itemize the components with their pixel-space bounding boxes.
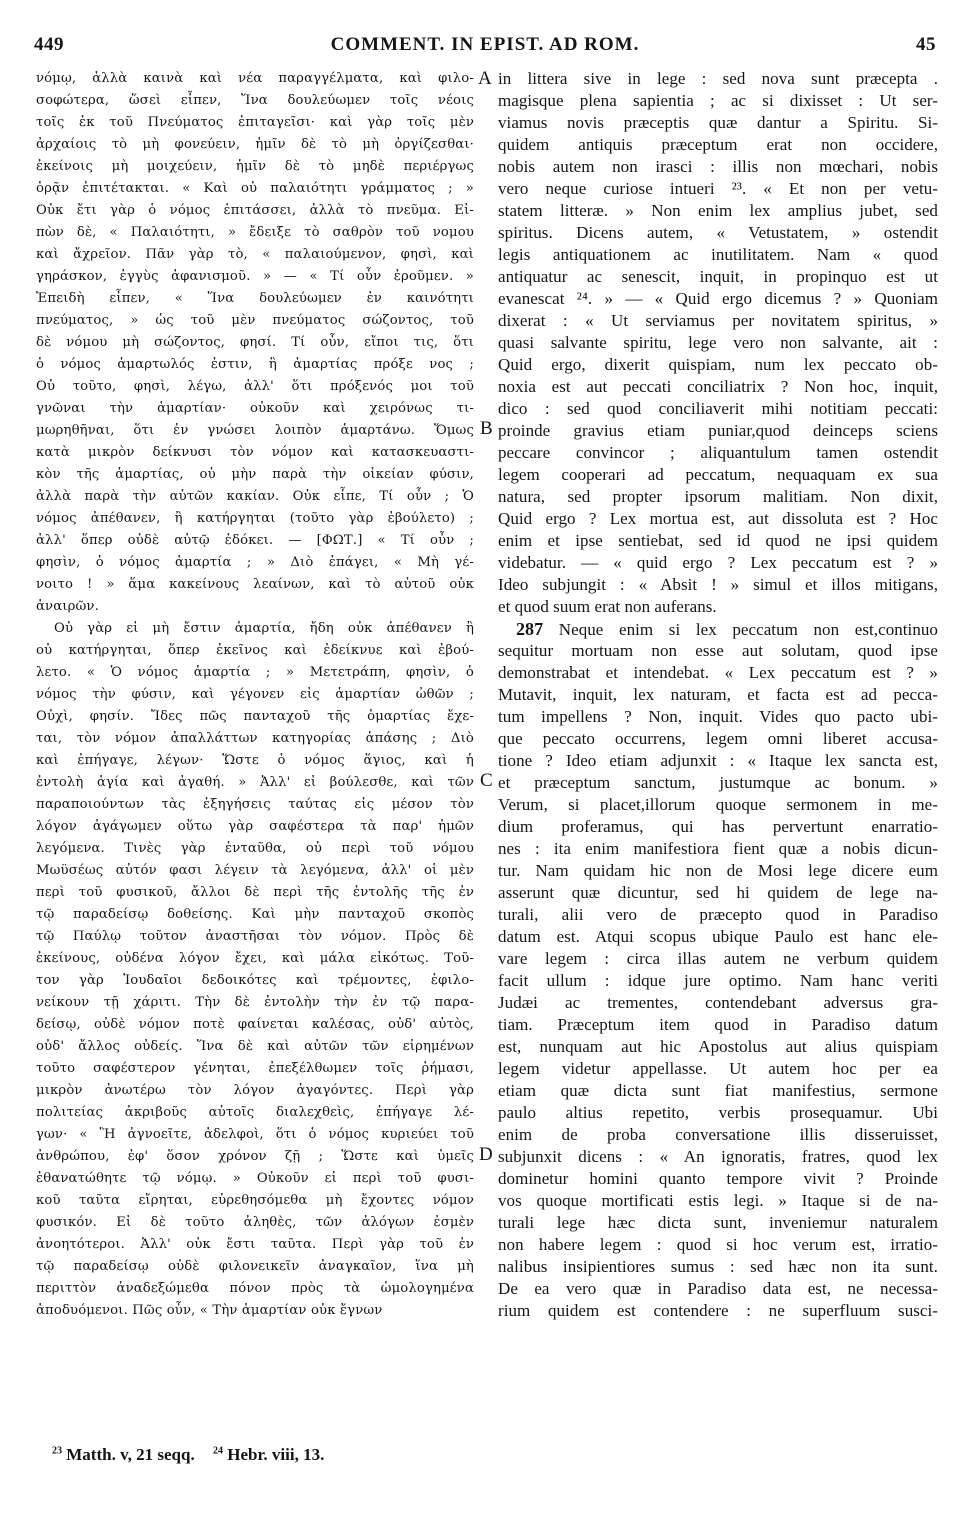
text-line: tur. Nam quidam hic non de Mosi lege dicere eum [498, 861, 938, 880]
text-line: enim de proba conversatione illis disseruisset, [498, 1125, 938, 1144]
text-line [498, 618, 938, 640]
text-line: μικρὸν ἀνωτέρω τὸν λόγον ἀγαγόντες. Περὶ γὰρ [36, 1083, 474, 1098]
text-line: turali lege hæc dicta sunt, inveniemur naturalem [498, 1213, 938, 1232]
text-line: tione ? Ideo etiam adjunxit : « Itaque lex sancta est, [498, 751, 938, 770]
text-line: ἀλλὰ παρὰ τὴν αὐτῶν κακίαν. Οὐκ εἶπε, Τί οὖν ; Ὁ [36, 489, 474, 504]
text-line: videbatur. — « quid ergo ? Lex peccatum est ? » [498, 553, 938, 572]
text-line: ἀλλ' ὅπερ οὐδὲ αὐτῷ ἐδόκει. — [ΦΩΤ.] « Τί οὖν ; [36, 533, 474, 548]
text-line: ἐντολὴ ἁγία καὶ ἀγαθή. » Ἀλλ' εἰ βούλεσθε, καὶ τῶν [36, 775, 474, 790]
text-line: statem litteræ. » Non enim lex amplius jubet, sed [498, 201, 938, 220]
text-line: νόμος ἀπέθανεν, ἢ κατήργηται (τοῦτο γὰρ ἐβούλετο) ; [36, 511, 474, 526]
text-line: νόμος τὴν φύσιν, καὶ γέγονεν εἰς ἁμαρτίαν ὠθῶν ; [36, 687, 474, 702]
text-line: Οὐχὶ, φησίν. Ἴδες πῶς πανταχοῦ τῆς ὁμαρτίας ἔχε- [36, 709, 474, 724]
text-line: viamus novis præceptis quæ dantur a Spiritu. Si- [498, 113, 938, 132]
text-line: λόγον ἀγάγωμεν οὕτω γὰρ σαφέστερα τὰ παρ' ἡμῶν [36, 819, 474, 834]
text-line: Οὐκ ἔτι γὰρ ὁ νόμος ἐπιτάσσει, ἀλλὰ τὸ πνεῦμα. Εἰ- [36, 203, 474, 218]
text-line: σοφώτερα, ὥσεὶ εἶπεν, Ἵνα δουλεύωμεν τοῖς νέοις [36, 93, 474, 108]
text-line: πολιτείας ἀκριβοῦς αὐτοῖς διαλεχθεὶς, ἐπήγαγε λέ- [36, 1105, 474, 1120]
text-line: νοιτο ! » ἅμα κακείνους λεαίνων, καὶ τὸ αὐτοῦ οὐκ [36, 577, 474, 592]
footnote: $^{23}$ Matth. v, 21 seqq. [52, 1444, 195, 1464]
text-line: non habere legem : quod si hoc verum est, irratio- [498, 1235, 938, 1254]
text-line: ἀνθρώπου, ἐφ' ὅσον χρόνον ζῇ ; Ὥστε καὶ ὑμεῖς [36, 1149, 474, 1164]
text-line: etiam quæ dicta sunt fiat manifestius, sermone [498, 1081, 938, 1100]
running-title: COMMENT. IN EPIST. AD ROM. [330, 34, 640, 55]
text-line: De ea vero quæ in Paradiso data est, ne necessa- [498, 1279, 938, 1298]
text-line: τῷ παραδείσῳ οὐδὲ φιλονεικεῖν ἀναγκαῖον, ἵνα μὴ [36, 1259, 474, 1274]
section-marker: 287 [516, 619, 544, 639]
text-line: νείκουν τῇ χάριτι. Τὴν δὲ ἐντολὴν τὴν ἐν τῷ παρα- [36, 995, 474, 1010]
section-number: 45 [916, 34, 936, 55]
text-line: οὐ κατήργηται, ὅπερ ἐκεῖνος καὶ ἐδείκνυε καὶ ἐβού- [36, 643, 474, 658]
text-line: Ideo subjungit : « Absit ! » simul et illos mitigans, [498, 575, 938, 594]
text-line: peccare convincor ; aliquantulum tamen ostendit [498, 443, 938, 462]
text-line: legem cooperari ad peccatum, nequaquam ex sua [498, 465, 938, 484]
text-line: ἀνοητότεροι. Ἀλλ' οὐκ ἔστι ταῦτα. Περὶ γὰρ τοῦ ἐν [36, 1237, 474, 1252]
text-line: τοῦτο σαφέστερον γένηται, ἐπεξέλθωμεν τοῖς ῥήμασι, [36, 1061, 474, 1076]
page-number: 449 [34, 34, 64, 55]
text-line: ἀρχαίοις τὸ μὴ φονεύειν, ἡμῖν δὲ τὸ μὴ ὀργίζεσθαι· [36, 137, 474, 152]
text-line: Mutavit, inquit, lex naturam, et facta est ad pecca- [498, 685, 938, 704]
text-line: Μωϋσέως αὐτόν φασι λέγειν τὰ λεγόμενα, ἀλλ' οἱ μὲν [36, 863, 474, 878]
text-line: legis antiquationem ac inutilitatem. Nam « quod [498, 245, 938, 264]
footnotes [52, 1440, 752, 1466]
text-line: sequitur mortuam non esse aut solutam, quod ipse [498, 641, 938, 660]
text-line: antiquatur ac senescit, inquit, in propinquo est ut [498, 267, 938, 286]
text-line: est, nunquam aut hic Apostolus aut alius quispiam [498, 1037, 938, 1056]
text-line: dico : sed quod conciliaverit mihi notitiam peccati: [498, 399, 938, 418]
text-line: et præceptum sanctum, justumque ac bonum. » [498, 773, 938, 792]
text-line: magisque plena sapientia ; ac si dixisset : Ut ser- [498, 91, 938, 110]
text-line: Quid ergo ? Lex mortua est, aut dissoluta est ? Hoc [498, 509, 938, 528]
text-line: in littera sive in lege : sed nova sunt præcepta . [498, 69, 938, 88]
greek-text-column [36, 68, 474, 1322]
text-line: tiam. Præceptum item quod in Paradiso datum [498, 1015, 938, 1034]
text-line: τῷ παραδείσῳ δοθείσης. Καὶ μὴν πανταχοῦ σκοπὸς [36, 907, 474, 922]
text-line: vero neque curiose intueri ²³. « Et non per vetu- [498, 179, 938, 198]
text-line: νόμῳ, ἀλλὰ καινὰ καὶ νέα παραγγέλματα, καὶ φιλο- [36, 71, 474, 86]
text-line: περιττὸν ἀναδεξώμεθα πόνον πρὸς τὰ ὡμολογημένα [36, 1281, 474, 1296]
text-line: λεγόμενα. Τινὲς γὰρ ἐνταῦθα, οὐ περὶ τοῦ νόμου [36, 841, 474, 856]
text-line: Οὐ γὰρ εἰ μὴ ἔστιν ἁμαρτία, ἤδη οὐκ ἀπέθανεν ἢ [54, 621, 474, 636]
text-line: κοῦ ταῦτα εἴρηται, εὑρεθησόμεθα μὴ ἔχοντες νόμον [36, 1193, 474, 1208]
text-line: ἀποδυόμενοι. Πῶς οὖν, « Τὴν ἁμαρτίαν οὐκ ἔγνων [36, 1303, 383, 1318]
text-line: γηράσκον, ἐγγὺς ἀφανισμοῦ. » — « Τί οὖν ἐροῦμεν. » [36, 269, 474, 284]
text-line: natura, sed propter ipsorum malitiam. Non dixit, [498, 487, 938, 506]
text-line: δὲ νόμου μὴ σώζοντος, φησί. Τί οὖν, εἴποι τις, ὅτι [36, 335, 474, 350]
text-line: spiritus. Dicens autem, « Vetustatem, » ostendit [498, 223, 938, 242]
text-line: φυσικόν. Εἰ δὲ τοῦτο ἀληθὲς, τῶν ἀλόγων ἐσμὲν [36, 1215, 474, 1230]
text-line: vare legem : circa illas autem ne verbum quidem [498, 949, 938, 968]
text-line: paulo altius repetito, verbis prosequamur. Ubi [498, 1103, 938, 1122]
text-line: datum est. Atqui scopus ubique Paulo est hanc ele- [498, 927, 938, 946]
text-line: τον γὰρ Ἰουδαῖοι δεδοικότες καὶ τρέμοντες, ἐφιλο- [36, 973, 474, 988]
text-line: πνεύματος, » ὡς τοῦ μὲν πνεύματος σώζοντος, τοῦ [36, 313, 474, 328]
text-line: rium quidem est contendere : ne superfluum susci- [498, 1301, 938, 1320]
text-line: quidem antiquis præceptum erat non occidere, [498, 135, 938, 154]
latin-text-column [498, 68, 938, 1322]
text-line: nalibus insipientiores sumus : sed hæc non ita sunt. [498, 1257, 938, 1276]
footnote: $^{24}$ Hebr. viii, 13. [212, 1444, 325, 1464]
text-line: quasi salvante spiritu, lege vero non salvante, ait : [498, 333, 938, 352]
text-line: tum impellens ? Non, inquit. Vides quo pacto ubi- [498, 707, 938, 726]
text-line: subjunxit dicens : « An ignoratis, fratres, quod lex [498, 1147, 938, 1166]
text-line: ὁ νόμος ἁμαρτωλός ἐστιν, ἢ ἁμαρτίας πρόξε νος ; [36, 357, 474, 372]
text-line: τοῖς ἐκ τοῦ Πνεύματος ἐπιταγεῖσι· καὶ γὰρ τοῖς μὲν [36, 115, 474, 130]
text-line: τῷ Παύλῳ τοῦτον ἀναστῆσαι τὸν νόμον. Πρὸς δὲ [36, 929, 474, 944]
text-line: φησὶν, ὁ νόμος ἁμαρτία ; » Διὸ ἐπάγει, « Μὴ γέ- [36, 555, 474, 570]
margin-letter-b: B [480, 418, 493, 439]
text-line: legem videtur appellasse. Ut autem hoc per ea [498, 1059, 938, 1078]
text-span: Neque enim si lex peccatum non est,continuo [558, 620, 938, 639]
text-line: δείσῳ, οὐδὲ νόμον ποτὲ φαίνεται καλέσας, οὐδ' αὐτὸς, [36, 1017, 474, 1032]
text-line: καὶ ἄχρεῖον. Πᾶν γὰρ τὸ, « παλαιούμενον, φησὶ, καὶ [36, 247, 474, 262]
text-line: μωρηθῆναι, ὅτι ἐν γνώσει λοιπὸν ἁμαρτάνω. Ὅμως [36, 423, 474, 438]
text-line: ται, τὸν νόμον ἀπαλλάττων κατηγορίας ἁπάσης ; Διὸ [36, 731, 474, 746]
text-line: οὐδ' ἄλλος οὐδείς. Ἵνα δὲ καὶ αὐτῶν τῶν εἰρημένων [36, 1039, 474, 1054]
text-line: πὼν δὲ, « Παλαιότητι, » ἔδειξε τὸ σαθρὸν τοῦ νομου [36, 225, 474, 240]
text-line: et quod suum erat non auferans. [498, 597, 717, 616]
running-header [34, 32, 936, 62]
text-line: ἐκείνους, οὐδένα λόγον ἔχει, καὶ μάλα εἰκότως. Τοῦ- [36, 951, 474, 966]
text-line: Οὐ τοῦτο, φησὶ, λέγω, ἀλλ' ὅτι πρόξενός μοι τοῦ [36, 379, 474, 394]
text-line: παραποιούντων τὰς ἐξηγήσεις ταύτας εἰς μέσον τὸν [36, 797, 474, 812]
text-line: Verum, si placet,illorum quoque sermonem in me- [498, 795, 938, 814]
text-line: nes : ita enim manifestiora fient quæ a nobis dicun- [498, 839, 938, 858]
text-line: ἐκείνοις μὴ μοιχεύειν, ἡμῖν δὲ τὸ μηδὲ περιέργως [36, 159, 474, 174]
text-line: Judæi ac trementes, contendebant adversus gra- [498, 993, 938, 1012]
text-line: περὶ τοῦ φυσικοῦ, ἄλλοι δὲ περὶ τῆς ἐντολῆς τῆς ἐν [36, 885, 474, 900]
text-line: nobis autem non irasci : illis non mœchari, nobis [498, 157, 938, 176]
margin-letter-d: D [479, 1144, 493, 1165]
margin-letter-a: A [478, 68, 492, 89]
text-line: ἀναιρῶν. [36, 599, 99, 614]
text-line: γνῶναι τὴν ἁμαρτίαν· οὐκοῦν καὶ χειρόνως τι- [36, 401, 474, 416]
text-line: dium proferamus, qui has pervertunt enarratio- [498, 817, 938, 836]
text-line: ἐθανατώθητε τῷ νόμῳ. » Οὐκοῦν εἰ περὶ τοῦ φυσι- [36, 1171, 474, 1186]
text-line: turali, alii vero de præcepto quod in Paradiso [498, 905, 938, 924]
text-line: evanescat ²⁴. » — « Quid ergo dicemus ? » Quoniam [498, 289, 938, 308]
text-line: asserunt quæ dicuntur, sed hi quidem de lege na- [498, 883, 938, 902]
text-line: facit ullum : idque jure optimo. Nam hanc veriti [498, 971, 938, 990]
text-line: que peccato occurrens, legem omni liberet accusa- [498, 729, 938, 748]
text-line: dominetur homini quanto tempore vivit ? Proinde [498, 1169, 938, 1188]
margin-letter-c: C [480, 770, 493, 791]
text-line: Ἐπειδὴ εἶπεν, « Ἵνα δουλεύωμεν ἐν καινότητι [36, 291, 474, 306]
text-line: λετο. « Ὁ νόμος ἁμαρτία ; » Μετετράπη, φησὶν, ὁ [36, 665, 474, 680]
text-line: proinde gravius etiam puniar,quod deinceps sciens [498, 421, 938, 440]
text-line: κατὰ μικρὸν δείκνυσι τὸν νόμον καὶ κατασκευαστι- [36, 445, 474, 460]
text-line: κὸν τῆς ἁμαρτίας, οὐ μὴν παρὰ τὴν οἰκείαν φύσιν, [36, 467, 474, 482]
text-line: γων· « Ἢ ἀγνοεῖτε, ἀδελφοὶ, ὅτι ὁ νόμος κυριεύει τοῦ [36, 1127, 474, 1142]
text-line: καὶ ἐπήγαγε, λέγων· Ὥστε ὁ νόμος ἅγιος, καὶ ἡ [36, 753, 474, 768]
text-line: vos quoque mortificati estis legi. » Itaque si de na- [498, 1191, 938, 1210]
text-line: Quid ergo, dixerit quispiam, num lex peccato ob- [498, 355, 938, 374]
text-line: dixerat : « Ut serviamus per novitatem spiritus, » [498, 311, 938, 330]
text-line: demonstrabat et intendebat. « Lex peccatum est ? » [498, 663, 938, 682]
text-line: ὁρᾷν ἐπιτέτακται. « Καὶ οὐ παλαιότητι γράμματος ; » [36, 181, 474, 196]
text-line: enim et ipse sentiebat, sed id quod ne ipsi quidem [498, 531, 938, 550]
text-line: noxia est aut peccati conciliatrix ? Non hoc, inquit, [498, 377, 938, 396]
